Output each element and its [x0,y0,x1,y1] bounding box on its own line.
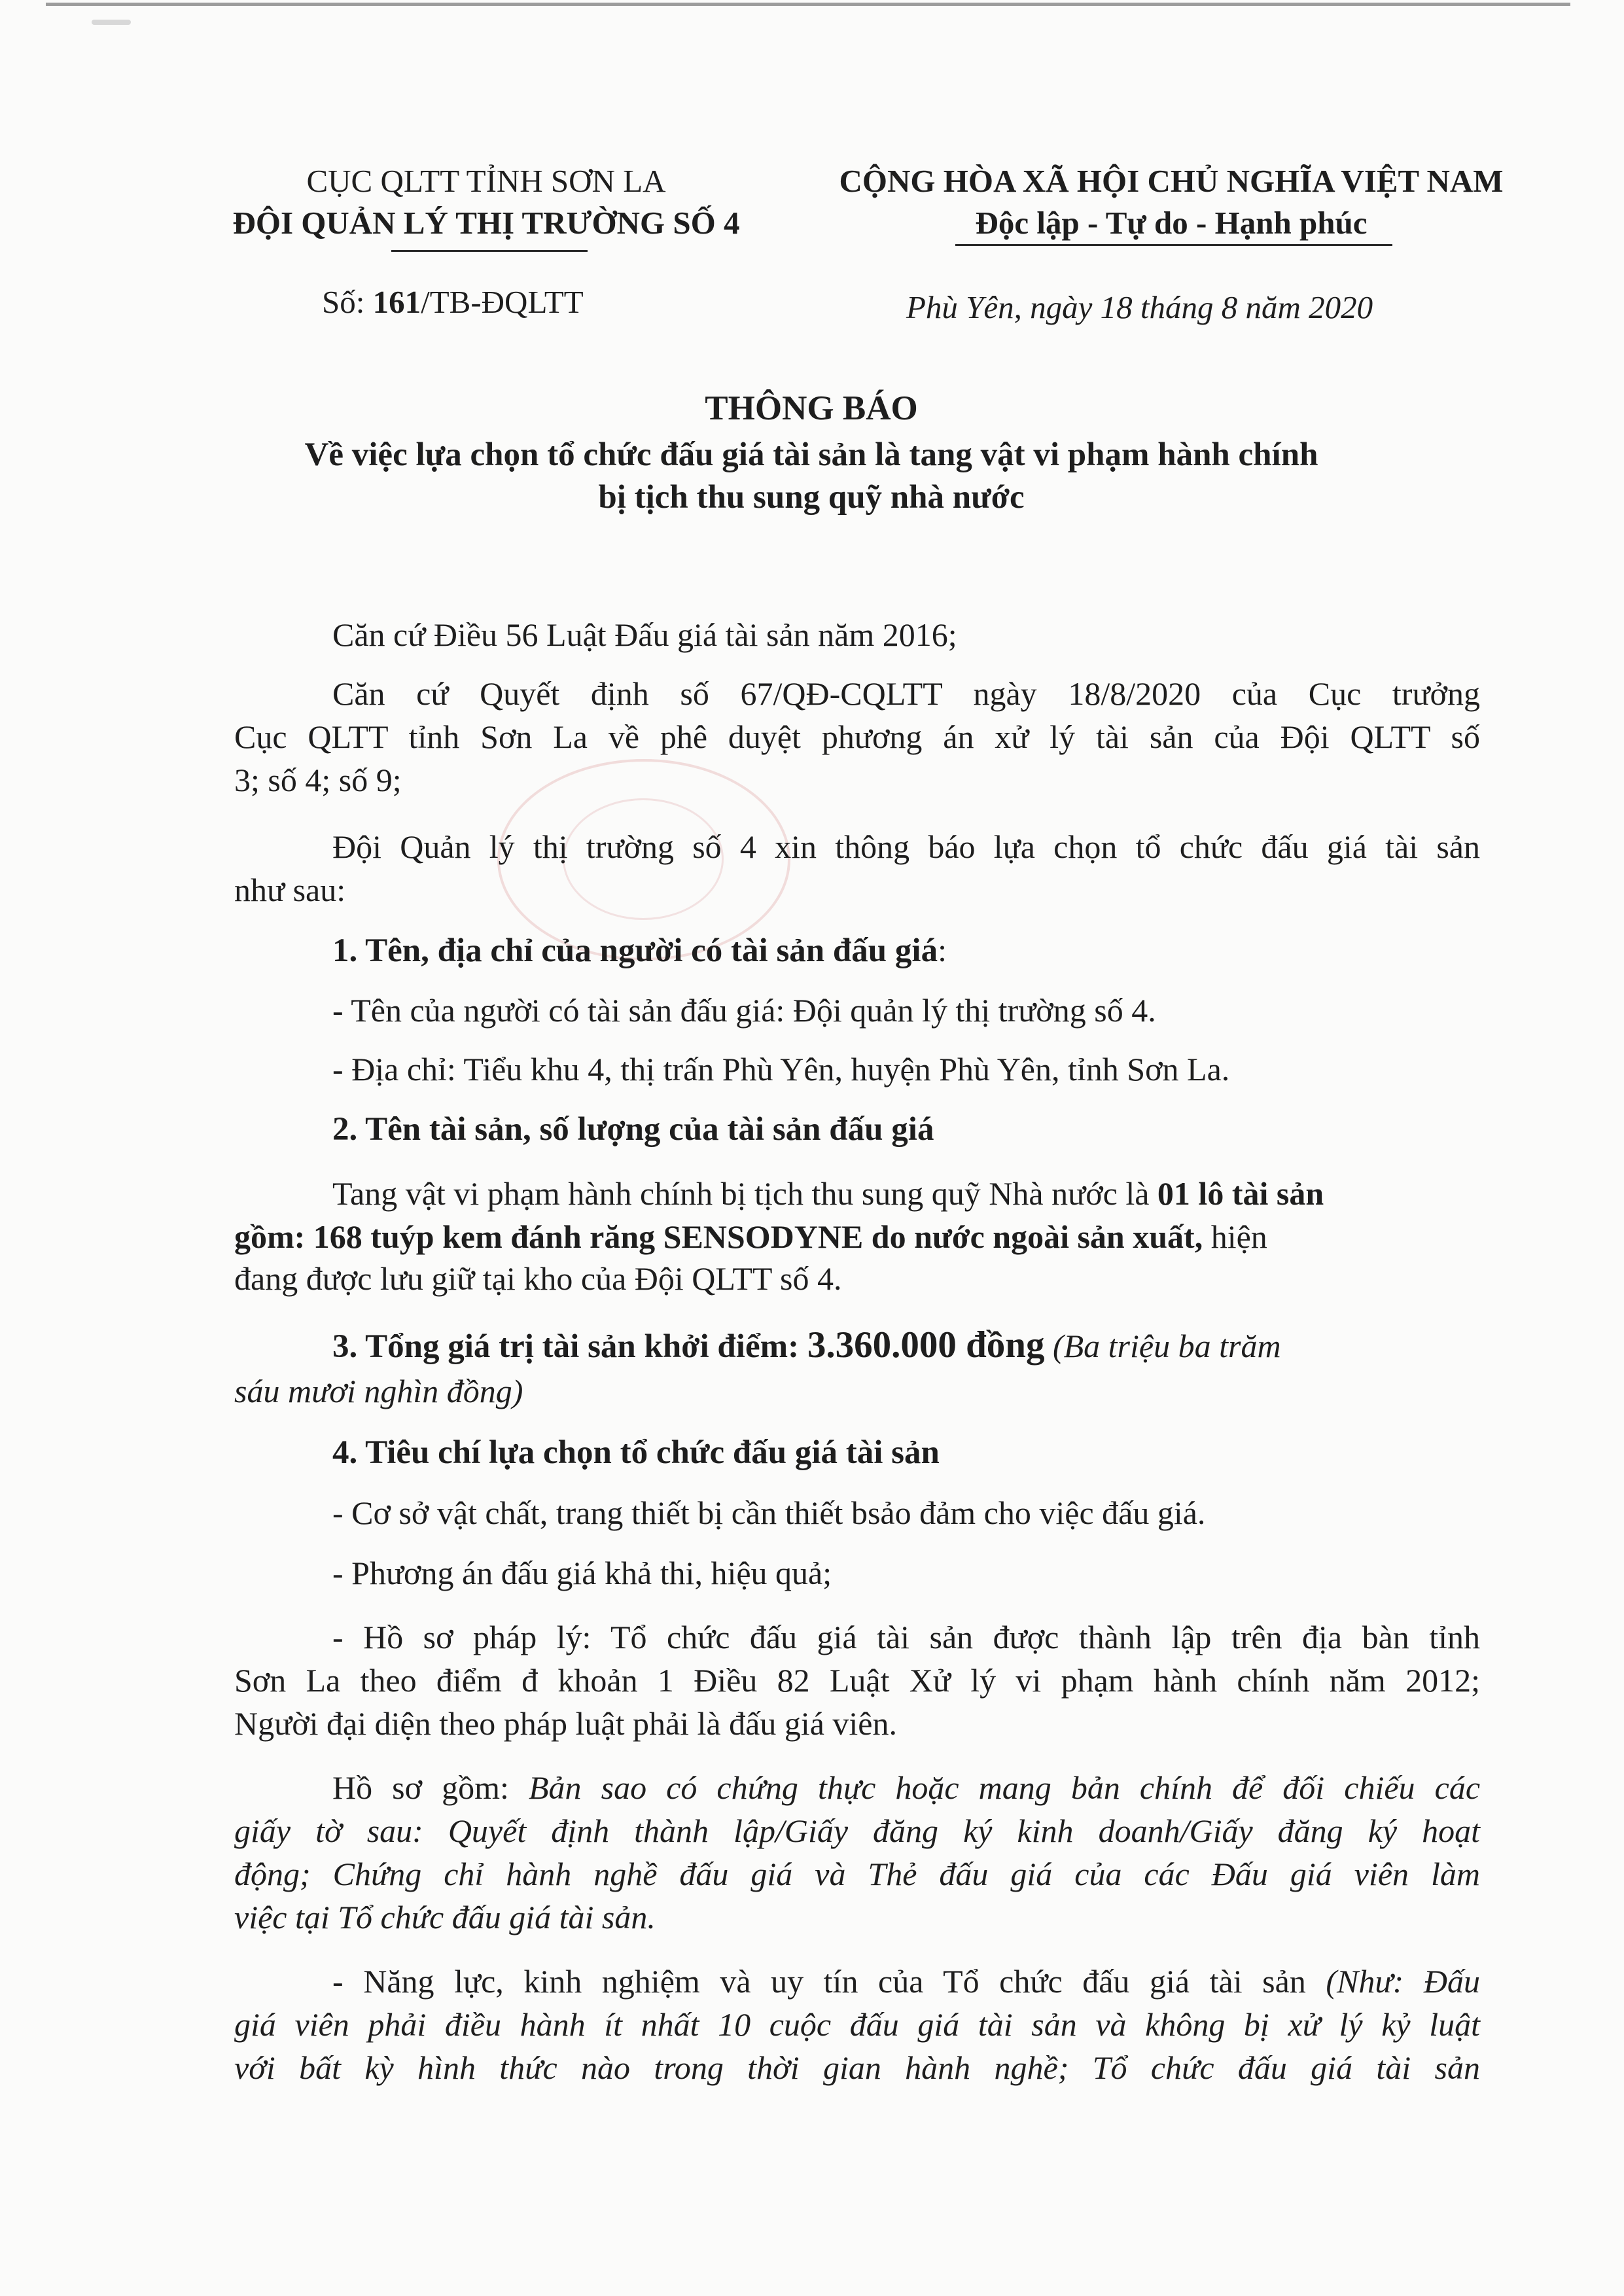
place-date: Phù Yên, ngày 18 tháng 8 năm 2020 [906,289,1373,325]
legal-basis-1: Căn cứ Điều 56 Luật Đấu giá tài sản năm 2016; [332,616,957,653]
national-motto: Độc lập - Tự do - Hạnh phúc [975,205,1368,241]
document-title: THÔNG BÁO [705,389,918,427]
nation-name: CỘNG HÒA XÃ HỘI CHỦ NGHĨA VIỆT NAM [839,163,1504,199]
section-1-heading: 1. Tên, địa chỉ của người có tài sản đấu giá: [332,932,947,969]
section-3-starting-value: 3. Tổng giá trị tài sản khởi điểm: 3.360.000 đồng (Ba triệu ba trăm [332,1324,1281,1366]
asset-line-1: Tang vật vi phạm hành chính bị tịch thu sung quỹ Nhà nước là 01 lô tài sản [332,1175,1324,1212]
dossier-line-3: động; Chứng chỉ hành nghề đấu giá và Thẻ đấu giá của các Đấu giá viên làm [234,1856,1480,1892]
issuer-agency: CỤC QLTT TỈNH SƠN LA [306,163,666,199]
criteria-facilities: - Cơ sở vật chất, trang thiết bị cần thiết bsảo đảm cho việc đấu giá. [332,1494,1206,1531]
criteria-legal-line-3: Người đại diện theo pháp luật phải là đấu giá viên. [234,1705,897,1742]
scan-mark [92,20,131,25]
criteria-plan: - Phương án đấu giá khả thi, hiệu quả; [332,1555,832,1591]
asset-line-3: đang được lưu giữ tại kho của Đội QLTT số 4. [234,1260,842,1297]
asset-line-2: gồm: 168 tuýp kem đánh răng SENSODYNE do nước ngoài sản xuất, hiện [234,1218,1267,1255]
legal-basis-2-line-2: Cục QLTT tỉnh Sơn La về phê duyệt phương án xử lý tài sản của Đội QLTT số [234,718,1480,755]
legal-basis-2-line-3: 3; số 4; số 9; [234,762,402,798]
document-subject-line-2: bị tịch thu sung quỹ nhà nước [598,479,1025,516]
issuer-underline [391,250,588,252]
scan-edge-line [46,3,1570,6]
document-number: Số: 161/TB-ĐQLTT [322,284,584,320]
owner-address: - Địa chỉ: Tiểu khu 4, thị trấn Phù Yên, huyện Phù Yên, tỉnh Sơn La. [332,1051,1230,1087]
criteria-legal-line-2: Sơn La theo điểm đ khoản 1 Điều 82 Luật Xử lý vi phạm hành chính năm 2012; [234,1662,1480,1699]
intro-line-2: như sau: [234,872,346,908]
motto-underline [955,244,1392,246]
capacity-line-3: với bất kỳ hình thức nào trong thời gian hành nghề; Tổ chức đấu giá tài sản [234,2049,1480,2086]
national-heading [795,160,1547,244]
document-subject-line-1: Về việc lựa chọn tổ chức đấu giá tài sản là tang vật vi phạm hành chính [304,436,1318,473]
capacity-line-2: giá viên phải điều hành ít nhất 10 cuộc đấu giá tài sản và không bị xử lý kỷ luật [234,2006,1480,2043]
section-4-heading: 4. Tiêu chí lựa chọn tổ chức đấu giá tài sản [332,1434,940,1471]
starting-price: 3.360.000 đồng [807,1324,1045,1366]
issuer-block [188,160,784,244]
intro-line-1: Đội Quản lý thị trường số 4 xin thông báo lựa chọn tổ chức đấu giá tài sản [332,828,1480,865]
section-2-heading: 2. Tên tài sản, số lượng của tài sản đấu giá [332,1111,934,1148]
dossier-line-4: việc tại Tổ chức đấu giá tài sản. [234,1899,656,1935]
legal-basis-2-line-1: Căn cứ Quyết định số 67/QĐ-CQLTT ngày 18/8/2020 của Cục trưởng [332,675,1480,712]
dossier-line-1: Hồ sơ gồm: Bản sao có chứng thực hoặc mang bản chính để đối chiếu các [332,1769,1481,1806]
starting-value-in-words: sáu mươi nghìn đồng) [234,1373,523,1409]
criteria-legal-line-1: - Hồ sơ pháp lý: Tổ chức đấu giá tài sản được thành lập trên địa bàn tỉnh [332,1619,1480,1655]
dossier-line-2: giấy tờ sau: Quyết định thành lập/Giấy đăng ký kinh doanh/Giấy đăng ký hoạt [234,1812,1480,1849]
capacity-line-1: - Năng lực, kinh nghiệm và uy tín của Tổ chức đấu giá tài sản (Như: Đấu [332,1963,1481,2000]
issuer-unit: ĐỘI QUẢN LÝ THỊ TRƯỜNG SỐ 4 [232,205,740,241]
owner-name: - Tên của người có tài sản đấu giá: Đội quản lý thị trường số 4. [332,992,1156,1029]
